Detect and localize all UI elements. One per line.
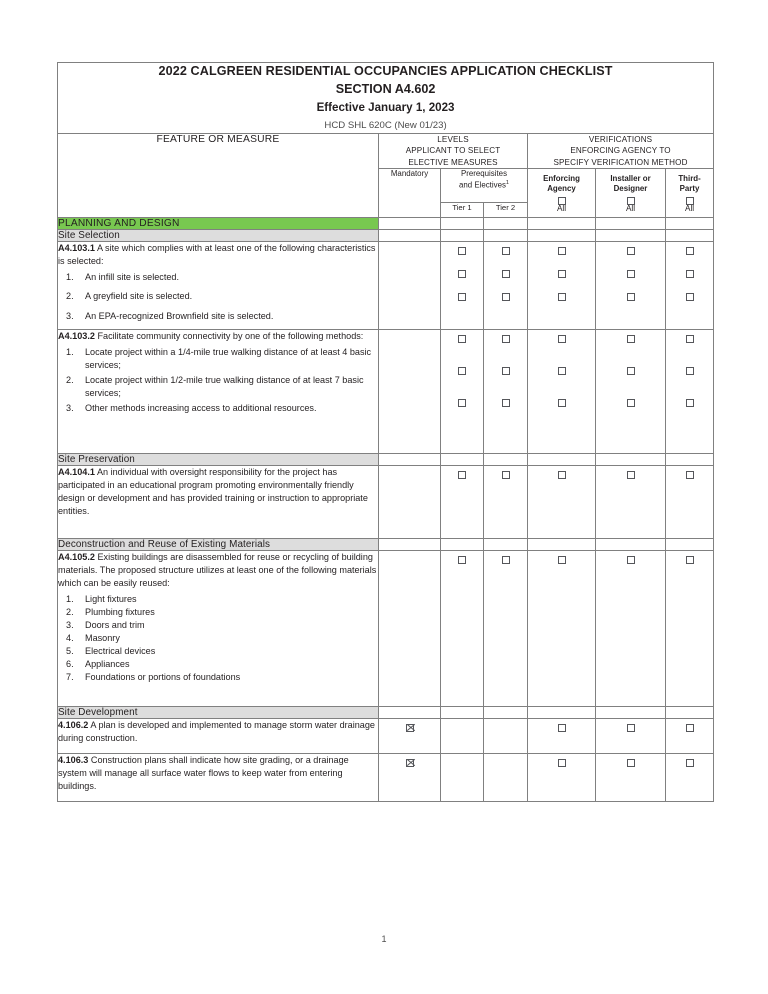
cell-tier1 xyxy=(441,550,484,706)
cell-tier2 xyxy=(484,465,528,538)
list-item: Locate project within 1/2-mile true walking distance of at least 7 basic services; xyxy=(85,374,364,398)
cell-tier2 xyxy=(484,718,528,753)
measure-code: A4.103.2 xyxy=(58,330,95,341)
checkbox-empty-icon[interactable] xyxy=(502,335,510,343)
band-cell-installer xyxy=(596,538,666,550)
checkbox-group-enforcing xyxy=(528,330,595,412)
checkbox-empty-icon[interactable] xyxy=(558,293,566,301)
cell-installer-designer xyxy=(596,753,666,801)
band-cell-mandatory xyxy=(379,229,441,241)
checkbox-empty-icon[interactable] xyxy=(458,367,466,375)
list-item: Appliances xyxy=(85,659,130,670)
installer-designer-label: Installer or Designer xyxy=(610,174,651,194)
list-item: An EPA-recognized Brownfield site is selected. xyxy=(85,310,274,321)
measure-cell-a4-105-2 xyxy=(58,550,379,706)
cell-tier2 xyxy=(484,329,528,453)
section-band-planning-and-design xyxy=(58,217,714,229)
checkbox-empty-icon[interactable] xyxy=(627,556,635,564)
cell-mandatory xyxy=(379,753,441,801)
band-label: Site Development xyxy=(58,706,379,718)
levels-line-3: ELECTIVE MEASURES xyxy=(408,157,498,167)
cell-third-party xyxy=(666,550,714,706)
cell-enforcing-agency xyxy=(528,329,596,453)
column-header-prerequisites-electives xyxy=(441,169,528,203)
checkbox-empty-icon[interactable] xyxy=(458,399,466,407)
checkbox-empty-icon[interactable] xyxy=(627,367,635,375)
band-cell-tier2 xyxy=(484,217,528,229)
checkbox-group-thirdparty xyxy=(666,242,713,307)
title-line-3: Effective January 1, 2023 xyxy=(316,100,455,114)
document-title-cell xyxy=(58,63,714,134)
cell-enforcing-agency xyxy=(528,465,596,538)
band-cell-mandatory xyxy=(379,217,441,229)
section-band-site-development xyxy=(58,706,714,718)
list-item: A greyfield site is selected. xyxy=(85,291,193,302)
cell-tier2 xyxy=(484,550,528,706)
cell-mandatory xyxy=(379,329,441,453)
cell-installer-designer xyxy=(596,241,666,329)
checkbox-empty-icon[interactable] xyxy=(627,270,635,278)
measure-text: A4.105.2 Existing buildings are disassembled for reuse or recycling of building materials. The proposed structure utilizes at least one of the following materials which can be easily reused: xyxy=(58,551,377,588)
checkbox-empty-icon[interactable] xyxy=(686,247,694,255)
checkbox-empty-icon[interactable] xyxy=(686,293,694,301)
checkbox-group-tier1 xyxy=(441,242,483,307)
band-cell-enforcing xyxy=(528,453,596,465)
checkbox-empty-icon[interactable] xyxy=(502,270,510,278)
section-band-site-selection xyxy=(58,229,714,241)
checkbox-empty-icon[interactable] xyxy=(558,335,566,343)
prereq-line-2: and Electives$^1$ xyxy=(458,179,510,190)
band-label: Site Preservation xyxy=(58,453,379,465)
measure-cell-4-106-3 xyxy=(58,753,379,801)
band-cell-thirdparty xyxy=(666,453,714,465)
checkbox-empty-icon[interactable] xyxy=(502,367,510,375)
band-cell-tier2 xyxy=(484,706,528,718)
cell-third-party xyxy=(666,329,714,453)
calgreen-checklist-table xyxy=(57,62,714,802)
band-cell-thirdparty xyxy=(666,229,714,241)
cell-enforcing-agency xyxy=(528,718,596,753)
all-label: All xyxy=(625,203,636,213)
list-item: Electrical devices xyxy=(85,646,156,657)
band-cell-installer xyxy=(596,217,666,229)
checkbox-empty-icon[interactable] xyxy=(558,367,566,375)
prereq-line-1: Prerequisites xyxy=(460,169,508,179)
column-header-installer-designer xyxy=(596,169,666,217)
cell-tier1 xyxy=(441,753,484,801)
list-item: Light fixtures xyxy=(85,593,137,604)
measure-cell-a4-103-2 xyxy=(58,329,379,453)
band-label: PLANNING AND DESIGN xyxy=(58,217,379,229)
measure-text: A4.104.1 An individual with oversight responsibility for the project has participated in an educational program promoting environmentally friendly design or development and has provided training or instruction to appropriate entities. xyxy=(58,466,368,516)
band-cell-installer xyxy=(596,229,666,241)
band-cell-enforcing xyxy=(528,217,596,229)
checkbox-group-tier2 xyxy=(484,330,527,412)
levels-line-1: LEVELS xyxy=(437,134,469,144)
cell-enforcing-agency xyxy=(528,753,596,801)
cell-tier2 xyxy=(484,753,528,801)
cell-third-party xyxy=(666,753,714,801)
checkbox-group-tier1 xyxy=(441,330,483,412)
cell-mandatory xyxy=(379,241,441,329)
band-cell-thirdparty xyxy=(666,217,714,229)
footnote-marker: 1 xyxy=(505,179,510,186)
band-cell-tier1 xyxy=(441,229,484,241)
band-cell-enforcing xyxy=(528,229,596,241)
measure-code: A4.105.2 xyxy=(58,551,95,562)
measure-cell-4-106-2 xyxy=(58,718,379,753)
section-band-site-preservation xyxy=(58,453,714,465)
cell-mandatory xyxy=(379,465,441,538)
measure-text: 4.106.2 A plan is developed and implemented to manage storm water drainage during construction. xyxy=(58,719,375,743)
cell-tier1 xyxy=(441,465,484,538)
checkbox-group-installer xyxy=(596,330,665,412)
band-cell-enforcing xyxy=(528,538,596,550)
cell-third-party xyxy=(666,718,714,753)
third-party-label: Third- Party xyxy=(678,174,701,194)
page-title: FEATURE OR MEASURE xyxy=(58,133,379,217)
checkbox-x-marked-icon[interactable] xyxy=(406,759,414,767)
table-row xyxy=(58,753,714,801)
checkbox-empty-icon[interactable] xyxy=(502,471,510,479)
verifications-line-2: ENFORCING AGENCY TO xyxy=(570,146,671,156)
cell-tier2 xyxy=(484,241,528,329)
form-id: HCD SHL 620C (New 01/23) xyxy=(324,120,447,132)
measure-text: A4.103.2 Facilitate community connectivity by one of the following methods: xyxy=(58,330,364,341)
checkbox-empty-icon[interactable] xyxy=(686,367,694,375)
measure-cell-a4-103-1 xyxy=(58,241,379,329)
checkbox-empty-icon[interactable] xyxy=(627,247,635,255)
checkbox-empty-icon[interactable] xyxy=(558,724,566,732)
checkbox-empty-icon[interactable] xyxy=(627,759,635,767)
column-header-tier-1: Tier 1 xyxy=(441,202,484,217)
checkbox-empty-icon[interactable] xyxy=(686,270,694,278)
measure-code: 4.106.3 xyxy=(58,754,89,765)
verifications-line-1: VERIFICATIONS xyxy=(588,134,653,144)
installer-designer-all xyxy=(596,197,665,217)
measure-item-list xyxy=(58,346,378,415)
checkbox-empty-icon[interactable] xyxy=(458,270,466,278)
checkbox-empty-icon[interactable] xyxy=(458,335,466,343)
checkbox-empty-icon[interactable] xyxy=(558,471,566,479)
measure-item-list xyxy=(58,593,378,685)
cell-mandatory xyxy=(379,718,441,753)
measure-code: A4.103.1 xyxy=(58,242,95,253)
checkbox-group-installer xyxy=(596,242,665,307)
band-cell-installer xyxy=(596,706,666,718)
checkbox-empty-icon[interactable] xyxy=(686,556,694,564)
column-header-enforcing-agency xyxy=(528,169,596,217)
checkbox-group-thirdparty xyxy=(666,330,713,412)
cell-third-party xyxy=(666,465,714,538)
cell-tier1 xyxy=(441,241,484,329)
cell-installer-designer xyxy=(596,465,666,538)
checkbox-empty-icon[interactable] xyxy=(686,335,694,343)
column-header-third-party xyxy=(666,169,714,217)
table-row xyxy=(58,465,714,538)
band-cell-tier2 xyxy=(484,229,528,241)
list-item: Other methods increasing access to additional resources. xyxy=(85,402,317,413)
checkbox-empty-icon[interactable] xyxy=(458,293,466,301)
checkbox-group-tier2 xyxy=(484,242,527,307)
title-line-2: SECTION A4.602 xyxy=(335,81,436,96)
checkbox-empty-icon[interactable] xyxy=(558,270,566,278)
title-line-1: 2022 CALGREEN RESIDENTIAL OCCUPANCIES APPLICATION CHECKLIST xyxy=(158,64,613,78)
checkbox-empty-icon[interactable] xyxy=(627,335,635,343)
measure-text: A4.103.1 A site which complies with at least one of the following characteristics is selected: xyxy=(58,242,376,266)
cell-installer-designer xyxy=(596,718,666,753)
table-row xyxy=(58,550,714,706)
list-item: Doors and trim xyxy=(85,619,145,630)
enforcing-agency-label: Enforcing Agency xyxy=(543,174,580,194)
cell-mandatory xyxy=(379,550,441,706)
band-cell-tier1 xyxy=(441,453,484,465)
band-cell-tier1 xyxy=(441,706,484,718)
checkbox-empty-icon[interactable] xyxy=(458,556,466,564)
checkbox-empty-icon[interactable] xyxy=(502,556,510,564)
cell-third-party xyxy=(666,241,714,329)
band-cell-tier2 xyxy=(484,538,528,550)
measure-code: 4.106.2 xyxy=(58,719,89,730)
band-cell-mandatory xyxy=(379,706,441,718)
column-header-mandatory: Mandatory xyxy=(379,169,441,217)
list-item: Foundations or portions of foundations xyxy=(85,672,241,683)
cell-installer-designer xyxy=(596,329,666,453)
group-header-verifications xyxy=(528,133,714,168)
list-item: Masonry xyxy=(85,633,120,644)
checkbox-x-marked-icon[interactable] xyxy=(406,724,414,732)
checkbox-empty-icon[interactable] xyxy=(458,247,466,255)
cell-installer-designer xyxy=(596,550,666,706)
checkbox-empty-icon[interactable] xyxy=(558,247,566,255)
header-group-row xyxy=(58,133,714,168)
table-row xyxy=(58,329,714,453)
all-label: All xyxy=(684,203,695,213)
band-cell-mandatory xyxy=(379,453,441,465)
measure-code: A4.104.1 xyxy=(58,466,95,477)
cell-tier1 xyxy=(441,718,484,753)
list-item: Plumbing fixtures xyxy=(85,606,155,617)
measure-item-list xyxy=(58,271,378,323)
band-cell-enforcing xyxy=(528,706,596,718)
checkbox-empty-icon[interactable] xyxy=(558,759,566,767)
checkbox-empty-icon[interactable] xyxy=(686,759,694,767)
table-row xyxy=(58,718,714,753)
list-item: An infill site is selected. xyxy=(85,271,180,282)
band-cell-tier1 xyxy=(441,217,484,229)
list-item: Locate project within a 1/4-mile true walking distance of at least 4 basic services; xyxy=(85,346,372,370)
band-label: Site Selection xyxy=(58,229,379,241)
checkbox-empty-icon[interactable] xyxy=(558,556,566,564)
checkbox-empty-icon[interactable] xyxy=(502,293,510,301)
checkbox-empty-icon[interactable] xyxy=(627,399,635,407)
cell-enforcing-agency xyxy=(528,550,596,706)
checkbox-empty-icon[interactable] xyxy=(558,399,566,407)
band-cell-tier2 xyxy=(484,453,528,465)
section-band-deconstruction-reuse xyxy=(58,538,714,550)
page-number: 1 xyxy=(381,934,387,944)
checkbox-empty-icon[interactable] xyxy=(458,471,466,479)
band-cell-tier1 xyxy=(441,538,484,550)
checkbox-empty-icon[interactable] xyxy=(686,399,694,407)
band-label: Deconstruction and Reuse of Existing Materials xyxy=(58,538,379,550)
group-header-levels xyxy=(379,133,528,168)
enforcing-agency-all xyxy=(528,197,595,217)
checkbox-empty-icon[interactable] xyxy=(686,724,694,732)
checkbox-empty-icon[interactable] xyxy=(686,471,694,479)
band-cell-thirdparty xyxy=(666,706,714,718)
cell-tier1 xyxy=(441,329,484,453)
third-party-all xyxy=(666,197,713,217)
measure-cell-a4-104-1 xyxy=(58,465,379,538)
checkbox-empty-icon[interactable] xyxy=(502,247,510,255)
levels-line-2: APPLICANT TO SELECT xyxy=(405,146,501,156)
verifications-line-3: SPECIFY VERIFICATION METHOD xyxy=(553,157,688,167)
band-cell-installer xyxy=(596,453,666,465)
checkbox-empty-icon[interactable] xyxy=(627,293,635,301)
checkbox-empty-icon[interactable] xyxy=(502,399,510,407)
checklist-page xyxy=(57,62,713,802)
column-header-tier-2: Tier 2 xyxy=(484,202,528,217)
title-row xyxy=(58,63,714,134)
checkbox-empty-icon[interactable] xyxy=(627,471,635,479)
cell-enforcing-agency xyxy=(528,241,596,329)
checkbox-group-enforcing xyxy=(528,242,595,307)
checkbox-empty-icon[interactable] xyxy=(627,724,635,732)
band-cell-thirdparty xyxy=(666,538,714,550)
band-cell-mandatory xyxy=(379,538,441,550)
table-row xyxy=(58,241,714,329)
measure-text: 4.106.3 Construction plans shall indicate how site grading, or a drainage system will manage all surface water flows to keep water from entering buildings. xyxy=(58,754,349,791)
all-label: All xyxy=(556,203,567,213)
